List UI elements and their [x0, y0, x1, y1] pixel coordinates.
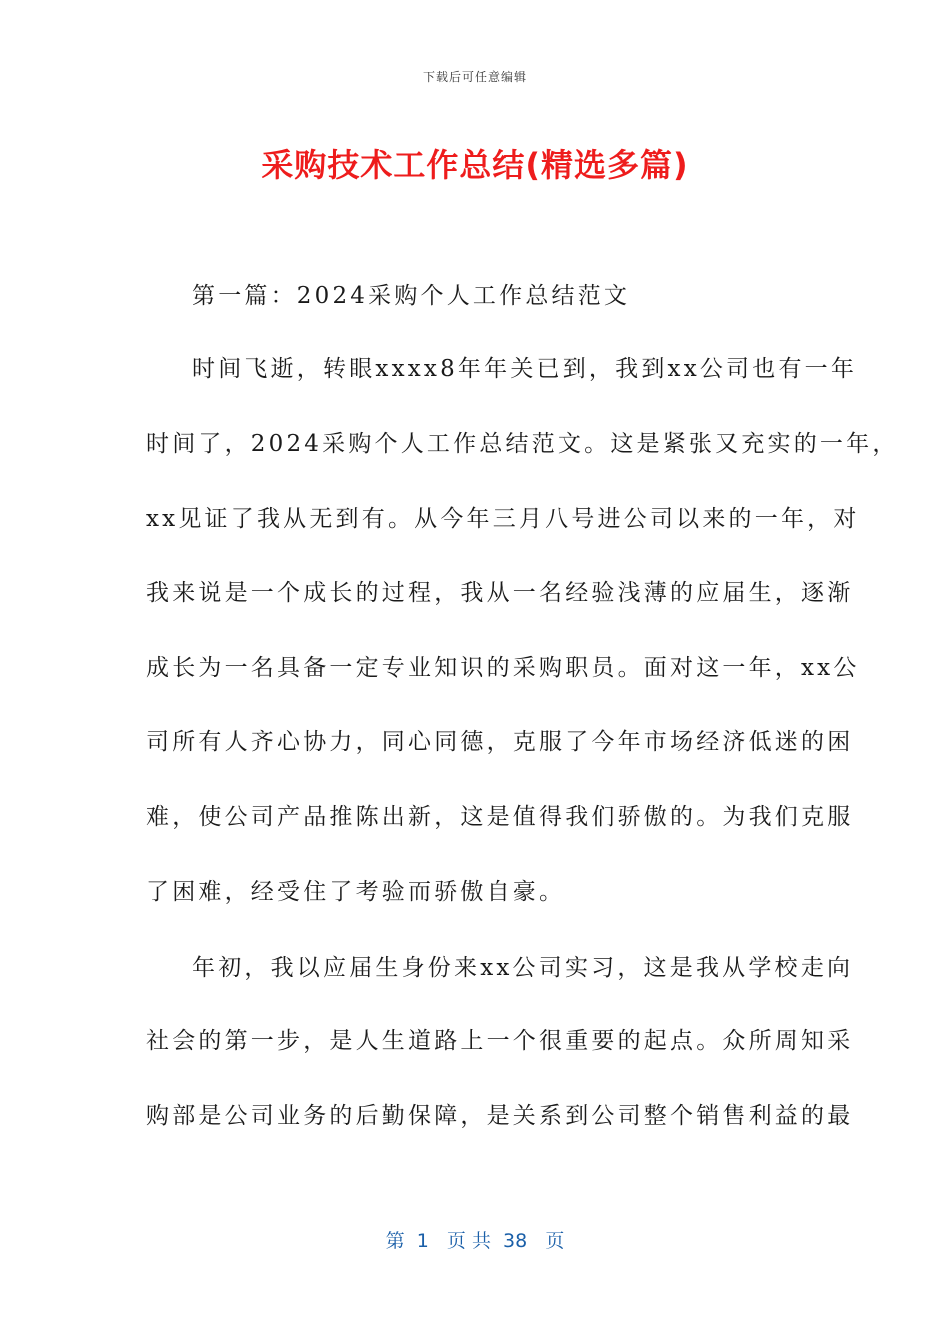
header-note: 下载后可任意编辑: [422, 70, 527, 84]
paragraph-line: 时间了，2024采购个人工作总结范文。这是紧张又充实的一年，: [146, 431, 899, 457]
paragraph-line: 难，使公司产品推陈出新，这是值得我们骄傲的。为我们克服: [146, 804, 854, 830]
paragraph-line: 时间飞逝，转眼xxxx8年年关已到，我到xx公司也有一年: [192, 356, 858, 382]
paragraph-line: 社会的第一步，是人生道路上一个很重要的起点。众所周知采: [146, 1028, 854, 1054]
paragraph-line: 我来说是一个成长的过程，我从一名经验浅薄的应届生，逐渐: [146, 580, 854, 606]
document-title: 采购技术工作总结(精选多篇): [261, 146, 689, 184]
paragraph-line: xx见证了我从无到有。从今年三月八号进公司以来的一年，对: [146, 506, 860, 532]
paragraph-line: 了困难，经受住了考验而骄傲自豪。: [146, 879, 566, 905]
page-number: 第 1 页 共 38 页: [385, 1230, 565, 1252]
paragraph-line: 司所有人齐心协力，同心同德，克服了今年市场经济低迷的困: [146, 729, 854, 755]
paragraph-line: 年初，我以应届生身份来xx公司实习，这是我从学校走向: [192, 955, 854, 981]
paragraph-line: 成长为一名具备一定专业知识的采购职员。面对这一年，xx公: [146, 655, 860, 681]
section-heading: 第一篇：2024采购个人工作总结范文: [192, 283, 631, 309]
paragraph-line: 购部是公司业务的后勤保障，是关系到公司整个销售利益的最: [146, 1103, 854, 1129]
